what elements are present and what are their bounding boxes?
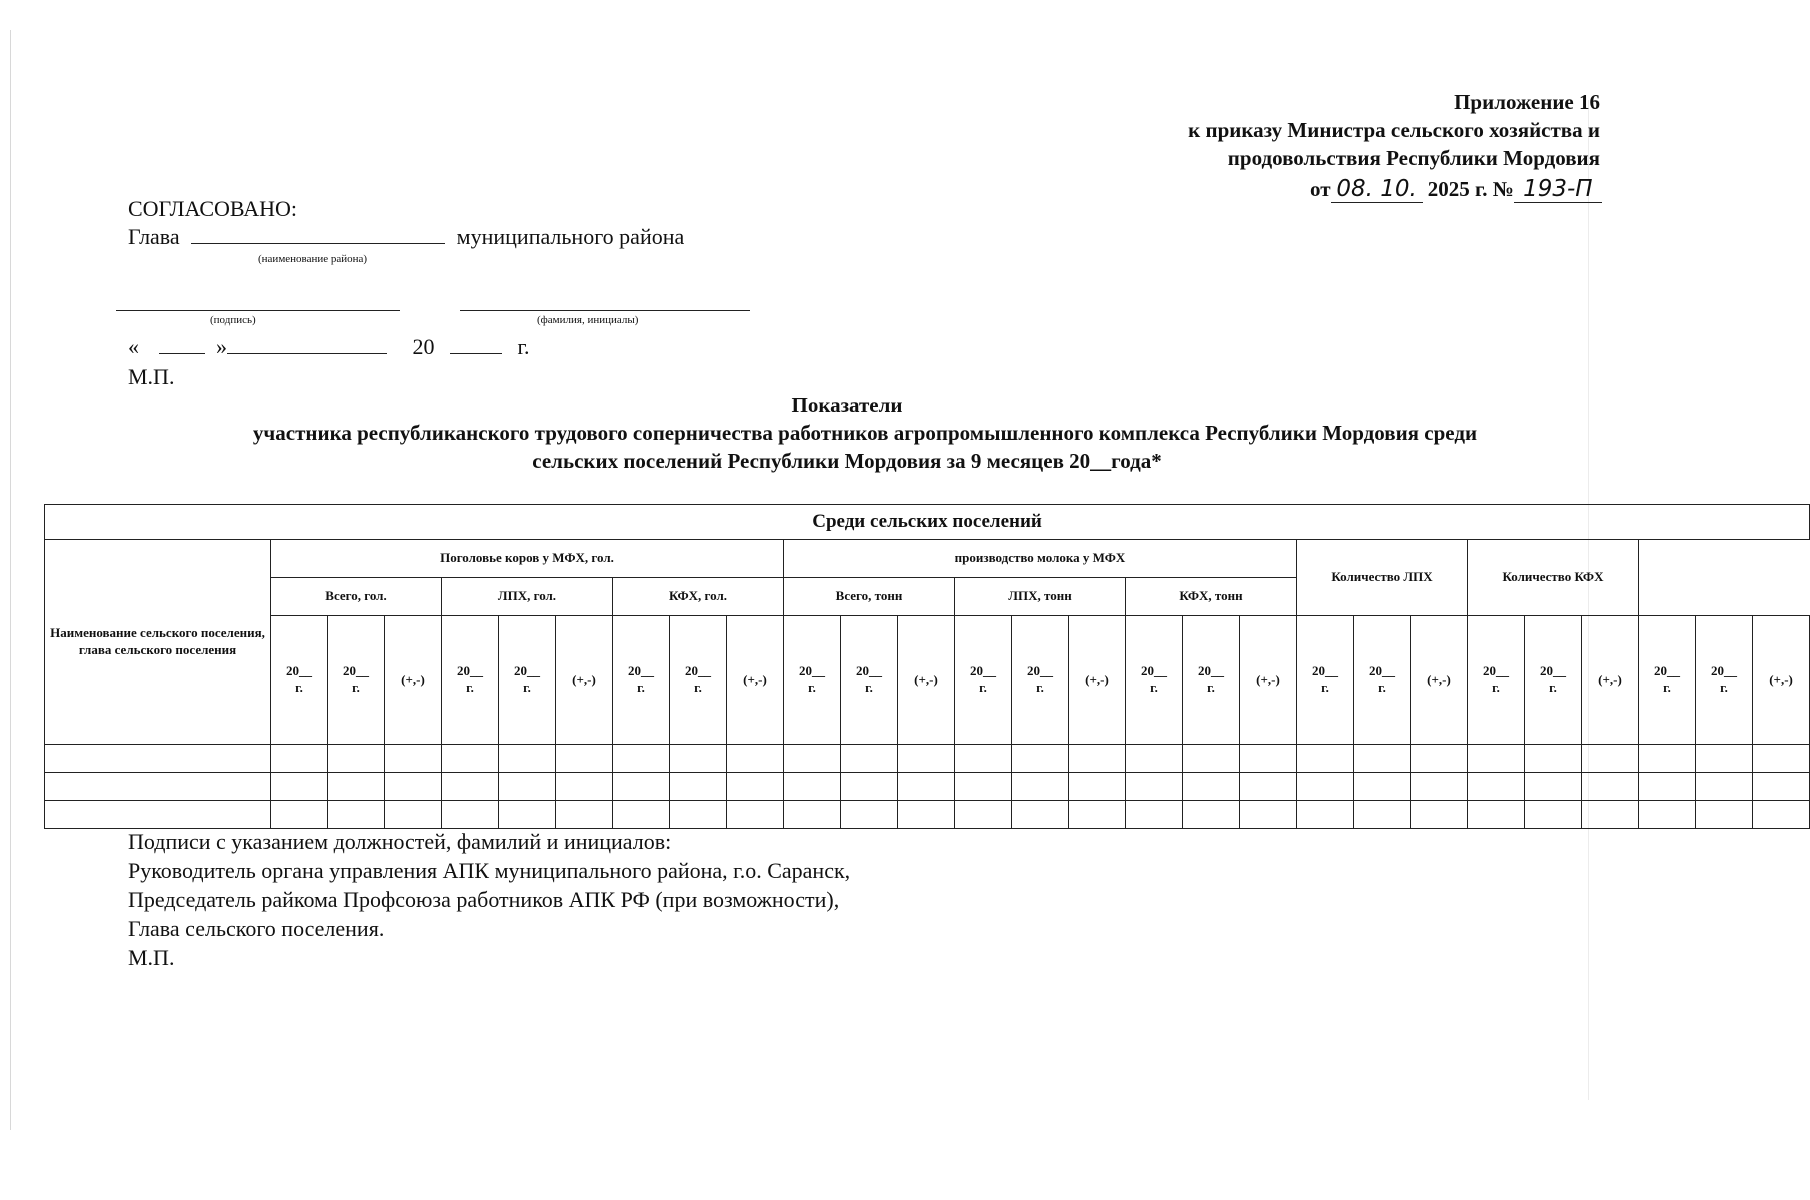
table-cell bbox=[1696, 745, 1753, 773]
year-column-header bbox=[1354, 616, 1411, 745]
year-label: 20__ bbox=[286, 663, 312, 679]
subgroup-header-cows-kfh: КФХ, гол. bbox=[613, 578, 784, 616]
table-cell bbox=[499, 801, 556, 829]
signatures-head-apk: Руководитель органа управления АПК муниципального района, г.о. Саранск, bbox=[128, 858, 851, 883]
year-column-header bbox=[1012, 616, 1069, 745]
group-header-lph-count: Количество ЛПХ bbox=[1297, 540, 1468, 616]
year-label: 20__ bbox=[1654, 663, 1680, 679]
table-cell bbox=[670, 773, 727, 801]
district-hint: (наименование района) bbox=[258, 253, 368, 265]
table-cell bbox=[613, 801, 670, 829]
year-label: 20__ bbox=[1369, 663, 1395, 679]
table-cell bbox=[1183, 801, 1240, 829]
subgroup-header-milk-lph: ЛПХ, тонн bbox=[955, 578, 1126, 616]
table-cell bbox=[1297, 801, 1354, 829]
difference-column-header: (+,-) bbox=[898, 616, 955, 745]
table-cell bbox=[784, 801, 841, 829]
table-cell bbox=[1639, 773, 1696, 801]
table-cell bbox=[1354, 801, 1411, 829]
year-column-header bbox=[1126, 616, 1183, 745]
settlement-name-header: Наименование сельского поселения, глава сельского поселения bbox=[45, 540, 271, 745]
table-cell bbox=[1069, 773, 1126, 801]
year-column-header bbox=[442, 616, 499, 745]
table-cell bbox=[1354, 745, 1411, 773]
difference-column-header: (+,-) bbox=[1069, 616, 1126, 745]
difference-column-header: (+,-) bbox=[1753, 616, 1810, 745]
table-cell bbox=[1468, 801, 1525, 829]
table-band-header: Среди сельских поселений bbox=[45, 505, 1810, 540]
table-row bbox=[45, 801, 1810, 829]
year-suffix-label: г. bbox=[1207, 680, 1215, 695]
table-cell bbox=[1753, 801, 1810, 829]
table-cell bbox=[442, 801, 499, 829]
year-label: 20__ bbox=[856, 663, 882, 679]
subgroup-header-milk-kfh: КФХ, тонн bbox=[1126, 578, 1297, 616]
table-cell bbox=[670, 745, 727, 773]
year-prefix: 20 bbox=[412, 334, 435, 359]
appendix-ministry-line: продовольствия Республики Мордовия bbox=[1227, 146, 1600, 170]
table-cell bbox=[727, 801, 784, 829]
table-cell bbox=[442, 773, 499, 801]
table-cell bbox=[385, 801, 442, 829]
year-column-header bbox=[1468, 616, 1525, 745]
table-cell bbox=[1240, 801, 1297, 829]
table-cell bbox=[1240, 773, 1297, 801]
table-cell bbox=[499, 745, 556, 773]
table-cell bbox=[1012, 801, 1069, 829]
table-cell bbox=[1069, 745, 1126, 773]
year-blank bbox=[450, 335, 502, 354]
table-cell bbox=[1525, 773, 1582, 801]
table-cell bbox=[1525, 745, 1582, 773]
table-cell bbox=[841, 773, 898, 801]
table-cell bbox=[784, 745, 841, 773]
order-from-label: от bbox=[1310, 177, 1331, 201]
year-column-header bbox=[670, 616, 727, 745]
table-cell bbox=[898, 801, 955, 829]
table-cell bbox=[556, 773, 613, 801]
signatures-intro: Подписи с указанием должностей, фамилий и инициалов: bbox=[128, 829, 672, 854]
table-cell bbox=[271, 801, 328, 829]
table-cell bbox=[1582, 773, 1639, 801]
table-cell bbox=[385, 773, 442, 801]
approval-seal: М.П. bbox=[128, 364, 175, 389]
approval-head-line bbox=[128, 224, 684, 250]
order-number-handwritten: 193-П bbox=[1514, 176, 1602, 203]
year-suffix-label: г. bbox=[1321, 680, 1329, 695]
year-column-header bbox=[328, 616, 385, 745]
table-cell bbox=[1126, 773, 1183, 801]
year-label: 20__ bbox=[1027, 663, 1053, 679]
year-suffix-label: г. bbox=[1378, 680, 1386, 695]
order-date-handwritten: 08. 10. bbox=[1331, 176, 1423, 203]
year-column-header bbox=[784, 616, 841, 745]
signatures-union-chair: Председатель райкома Профсоюза работников АПК РФ (при возможности), bbox=[128, 887, 840, 912]
year-suffix-label: г. bbox=[865, 680, 873, 695]
group-header-kfh-count: Количество КФХ bbox=[1468, 540, 1639, 616]
year-column-header bbox=[1696, 616, 1753, 745]
subgroup-header-cows-lph: ЛПХ, гол. bbox=[442, 578, 613, 616]
month-blank bbox=[227, 335, 387, 354]
table-cell bbox=[955, 801, 1012, 829]
difference-column-header: (+,-) bbox=[556, 616, 613, 745]
year-suffix-label: г. bbox=[466, 680, 474, 695]
table-cell bbox=[1639, 745, 1696, 773]
table-cell bbox=[1297, 745, 1354, 773]
year-column-header bbox=[1183, 616, 1240, 745]
year-column-header bbox=[1297, 616, 1354, 745]
year-label: 20__ bbox=[514, 663, 540, 679]
year-column-header bbox=[499, 616, 556, 745]
year-suffix-label: г. bbox=[1549, 680, 1557, 695]
year-label: 20__ bbox=[1483, 663, 1509, 679]
table-cell bbox=[727, 773, 784, 801]
table-cell bbox=[385, 745, 442, 773]
table-cell bbox=[1639, 801, 1696, 829]
table-cell bbox=[499, 773, 556, 801]
year-suffix-label: г. bbox=[979, 680, 987, 695]
signatures-settlement-head: Глава сельского поселения. bbox=[128, 916, 385, 941]
signature-hint: (подпись) bbox=[210, 314, 256, 326]
year-label: 20__ bbox=[970, 663, 996, 679]
appendix-date-number bbox=[1310, 176, 1602, 203]
year-label: 20__ bbox=[343, 663, 369, 679]
day-blank bbox=[159, 335, 205, 354]
table-cell bbox=[271, 745, 328, 773]
year-label: 20__ bbox=[799, 663, 825, 679]
quote-open: « bbox=[128, 334, 139, 359]
approval-head-label: Глава bbox=[128, 224, 180, 249]
table-cell bbox=[1696, 773, 1753, 801]
table-cell bbox=[1525, 801, 1582, 829]
table-cell bbox=[898, 745, 955, 773]
year-label: 20__ bbox=[457, 663, 483, 679]
table-cell bbox=[1582, 745, 1639, 773]
indicators-table bbox=[44, 504, 1810, 829]
year-suffix-label: г. bbox=[1492, 680, 1500, 695]
year-label: 20__ bbox=[1711, 663, 1737, 679]
table-cell bbox=[955, 745, 1012, 773]
table-row bbox=[45, 745, 1810, 773]
year-suffix-label: г. bbox=[352, 680, 360, 695]
table-cell bbox=[1354, 773, 1411, 801]
year-column-header bbox=[1639, 616, 1696, 745]
year-label: 20__ bbox=[685, 663, 711, 679]
year-column-header bbox=[955, 616, 1012, 745]
group-header-milk: производство молока у МФХ bbox=[784, 540, 1297, 578]
year-column-header bbox=[271, 616, 328, 745]
table-cell bbox=[670, 801, 727, 829]
district-name-blank bbox=[191, 225, 445, 244]
table-cell bbox=[1012, 745, 1069, 773]
year-suffix-label: г. bbox=[1663, 680, 1671, 695]
approval-agreed: СОГЛАСОВАНО: bbox=[128, 196, 297, 221]
table-cell bbox=[1753, 745, 1810, 773]
table-cell bbox=[1696, 801, 1753, 829]
table-cell bbox=[328, 773, 385, 801]
table-cell bbox=[1012, 773, 1069, 801]
table-cell bbox=[1240, 745, 1297, 773]
table-cell bbox=[442, 745, 499, 773]
table-cell bbox=[328, 745, 385, 773]
name-blank bbox=[460, 310, 750, 311]
table-cell bbox=[1183, 773, 1240, 801]
table-cell bbox=[271, 773, 328, 801]
table-cell bbox=[613, 773, 670, 801]
year-label: 20__ bbox=[1198, 663, 1224, 679]
document-subtitle-line1: участника республиканского трудового соперничества работников агропромышленного комплекса Республики Мордовия среди bbox=[252, 421, 1478, 445]
year-column-header bbox=[613, 616, 670, 745]
order-year-label: 2025 г. № bbox=[1427, 177, 1514, 201]
table-cell bbox=[1411, 801, 1468, 829]
table-cell bbox=[556, 745, 613, 773]
table-cell bbox=[1126, 801, 1183, 829]
subgroup-header-milk-total: Всего, тонн bbox=[784, 578, 955, 616]
table-cell bbox=[556, 801, 613, 829]
year-suffix-label: г. bbox=[1036, 680, 1044, 695]
name-hint: (фамилия, инициалы) bbox=[537, 314, 639, 326]
table-cell bbox=[1297, 773, 1354, 801]
year-label: 20__ bbox=[628, 663, 654, 679]
difference-column-header: (+,-) bbox=[385, 616, 442, 745]
year-suffix-label: г. bbox=[637, 680, 645, 695]
subgroup-header-cows-total: Всего, гол. bbox=[271, 578, 442, 616]
group-header-cows: Поголовье коров у МФХ, гол. bbox=[271, 540, 784, 578]
year-header-row bbox=[45, 616, 1810, 745]
approval-district-label: муниципального района bbox=[456, 224, 685, 249]
signature-blank bbox=[116, 310, 400, 311]
row-settlement-cell bbox=[45, 745, 271, 773]
scan-edge-mark bbox=[10, 30, 11, 1130]
table-cell bbox=[328, 801, 385, 829]
table-cell bbox=[727, 745, 784, 773]
table-cell bbox=[1753, 773, 1810, 801]
year-suffix-label: г. bbox=[694, 680, 702, 695]
year-suffix-label: г. bbox=[1720, 680, 1728, 695]
table-cell bbox=[1183, 745, 1240, 773]
year-suffix-label: г. bbox=[1150, 680, 1158, 695]
difference-column-header: (+,-) bbox=[1411, 616, 1468, 745]
table-cell bbox=[841, 745, 898, 773]
table-cell bbox=[898, 773, 955, 801]
table-cell bbox=[1468, 773, 1525, 801]
table-cell bbox=[1468, 745, 1525, 773]
table-cell bbox=[1069, 801, 1126, 829]
year-suffix-label: г. bbox=[523, 680, 531, 695]
quote-close: » bbox=[216, 334, 227, 359]
row-settlement-cell bbox=[45, 773, 271, 801]
document-subtitle-line2: сельских поселений Республики Мордовия за 9 месяцев 20__года* bbox=[532, 449, 1162, 473]
year-suffix: г. bbox=[517, 334, 530, 359]
approval-date-line bbox=[128, 334, 530, 360]
year-column-header bbox=[841, 616, 898, 745]
table-cell bbox=[1411, 745, 1468, 773]
row-settlement-cell bbox=[45, 801, 271, 829]
table-cell bbox=[1411, 773, 1468, 801]
table-cell bbox=[1126, 745, 1183, 773]
difference-column-header: (+,-) bbox=[1582, 616, 1639, 745]
signatures-seal: М.П. bbox=[128, 945, 175, 970]
appendix-title: Приложение 16 bbox=[1454, 90, 1600, 114]
year-label: 20__ bbox=[1141, 663, 1167, 679]
table-cell bbox=[784, 773, 841, 801]
year-suffix-label: г. bbox=[808, 680, 816, 695]
difference-column-header: (+,-) bbox=[727, 616, 784, 745]
table-cell bbox=[613, 745, 670, 773]
year-label: 20__ bbox=[1312, 663, 1338, 679]
document-title: Показатели bbox=[791, 393, 903, 417]
table-cell bbox=[841, 801, 898, 829]
table-cell bbox=[1582, 801, 1639, 829]
year-column-header bbox=[1525, 616, 1582, 745]
table-cell bbox=[955, 773, 1012, 801]
appendix-order-line: к приказу Министра сельского хозяйства и bbox=[1188, 118, 1600, 142]
difference-column-header: (+,-) bbox=[1240, 616, 1297, 745]
year-label: 20__ bbox=[1540, 663, 1566, 679]
year-suffix-label: г. bbox=[295, 680, 303, 695]
table-row bbox=[45, 773, 1810, 801]
